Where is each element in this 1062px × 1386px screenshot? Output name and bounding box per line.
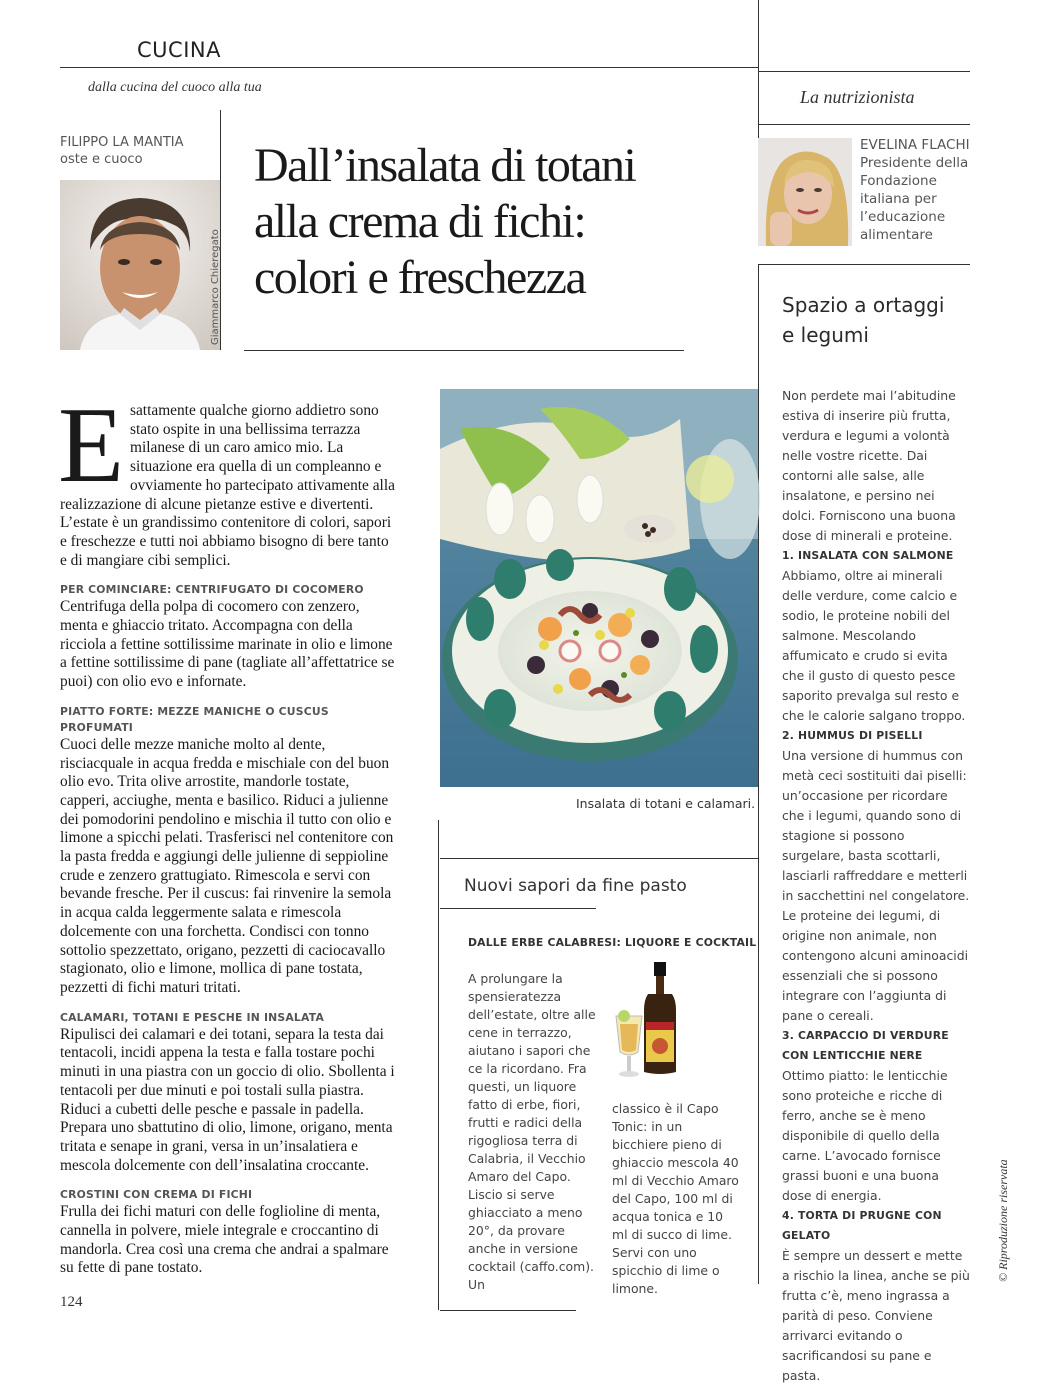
chef-photo [60,180,220,350]
sidebar-item-heading: 2. HUMMUS DI PISELLI [782,729,923,742]
nutritionist-role-line: l’educazione [860,209,946,225]
headline-underline [244,350,684,351]
box-title-underline [440,908,596,909]
sidebar-top-vertical-rule [758,0,759,138]
sidebar-item-heading: 3. CARPACCIO DI VERDURE CON LENTICCHIE NERE [782,1029,949,1062]
nutritionist-bottom-rule [758,264,970,265]
nutritionist-role-line: italiana per [860,191,937,207]
sidebar-header-rule [758,71,970,72]
sidebar-item-text: Abbiamo, oltre ai minerali delle verdure, come calcio e sodio, le proteine nobili del salmone. Mescolando affumicato e crudo si evita che il gusto di questo pesce saporito prevalga sul resto e che le calorie salgano troppo. [782,568,966,723]
sidebar-item-text: Ottimo piatto: le lenticchie sono proteiche e ricche di ferro, anche se è meno disponibile di quello della carne. L’avocado fornisce grassi buoni e una buona dose di energia. [782,1068,948,1203]
article-intro [58,386,396,570]
nutritionist-role-line: Presidente della [860,155,969,171]
headline-line-2: alla crema di fichi: [254,195,586,248]
sidebar-item-heading: 4. TORTA DI PRUGNE CON GELATO [782,1209,942,1242]
dish-caption: Insalata di totani e calamari. [576,796,756,811]
section-text: Centrifuga della polpa di cocomero con zenzero, menta e ghiaccio tritato. Accompagna con della ricciola a fettine sottilissime marinate in olio e limone a fettine sottilissime di pane (tagliate all’affettatrice se puoi) con olio evo e infornate. [60,598,395,691]
section-text: Ripulisci dei calamari e dei totani, separa la testa dai tentacoli, incidi appena la testa e falla tostare pochi minuti in una piastra con un goccio di olio. Sbollenta i tentacoli per due minuti e poi tostali sulla piastra. Riduci a cubetti delle pesche e passale in padella. Prepara uno sbattutino di olio, limone, origano, menta tritata e senape in grani, versa in un’insalatiera e mescola dolcemente con dell’insalatina croccante. [60,1025,395,1174]
nutritionist-role-line: alimentare [860,227,933,243]
dish-photo [440,389,758,787]
drop-cap: E [58,386,124,505]
sidebar-title [782,290,982,350]
nutritionist-role-line: Fondazione [860,173,937,189]
sidebar-intro: Non perdete mai l’abitudine estiva di inserire più frutta, verdura e legumi a volontà nelle vostre ricette. Dai contorni alle salse, alle insalatone, e persino nei dolci. Forniscono una buona dose di minerali e proteine. [782,388,956,543]
section-heading: PER COMINCIARE: CENTRIFUGATO DI COCOMERO [60,583,364,597]
nutritionist-name: EVELINA FLACHI [860,137,970,153]
sidebar-title-line-1: Spazio a ortaggi [782,293,945,317]
sidebar-item-text: È sempre un dessert e mette a rischio la linea, anche se più frutta c’è, meno ingrassa a parità di peso. Conviene arrivarci evitando o sacrificandosi su pane e pasta. [782,1248,970,1383]
article-body [58,386,396,1278]
dish-photo-credit: StockFood / La Cucina Italiana [766,618,777,780]
sidebar-vertical-rule [758,264,759,1284]
amaro-bottle-image [612,960,700,1078]
box-bottom-rule [440,1310,576,1311]
nutritionist-info [860,136,1000,244]
box-subtitle: DALLE ERBE CALABRESI: LIQUORE E COCKTAIL [468,936,757,949]
box-top-rule [440,858,758,859]
sidebar-title-line-2: e legumi [782,323,869,347]
header-rule [60,67,758,68]
headline-line-3: colori e freschezza [254,251,586,304]
author-name: FILIPPO LA MANTIA [60,135,184,150]
page-number: 124 [60,1294,83,1310]
section-text: Frulla dei fichi maturi con delle foglioline di menta, cannella in polvere, miele integrale e croccantino di mandorla. Crea così una crema che andrai a spalmare su fette di pane tostato. [60,1203,389,1277]
headline [254,138,714,306]
box-text-col-1: A prolungare la spensieratezza dell’estate, oltre alle cene in terrazzo, aiutano i sapori che ce la ricordano. Fra questi, un liquore fatto di erbe, fiori, frutti e radici della rigogliosa terra di Calabria, il Vecchio Amaro del Capo. Liscio si serve ghiacciato a meno 20°, da provare anche in versione cocktail (caffo.com). Un [468,971,596,1292]
section-label: CUCINA [137,38,221,62]
box-text-col-2: classico è il Capo Tonic: in un bicchiere pieno di ghiaccio mescola 40 ml di Vecchio Amaro del Capo, 100 ml di acqua tonica e 10 ml di succo di lime. Servi con uno spicchio di lime o limone. [612,1101,739,1296]
headline-line-1: Dall’insalata di totani [254,139,636,192]
section-heading: CROSTINI CON CREMA DI FICHI [60,1188,253,1202]
author-role: oste e cuoco [60,152,143,167]
section-text: Cuoci delle mezze maniche molto al dente, risciacquale in acqua fredda e mischiale con del buon olio evo. Trita olive arrostite, mandorle tostate, capperi, acciughe, menta e basilico. Riduci a julienne dei pomodorini pendolino e mischia il tutto con olio e limone a spicchi pelati. Trasferisci nel contenitore con la pasta fredda e aggiungi delle julienne di seppioline crude e zenzero grattugiato. Rimescola e servi con bevande fresche. Per il cuscus: fai rinvenire la semola in acqua calda leggermente salata e rimescola dolcemente con una forchetta. Condisci con tonno sottolio spezzettato, origano, pezzetti di caciocavallo stagionato, olio e limone, mollica di pane tostata, pezzetti di fichi maturi tritati. [60,735,394,996]
section-heading: CALAMARI, TOTANI E PESCHE IN INSALATA [60,1010,325,1024]
chef-photo-credit: Giammarco Chieregato [210,229,221,345]
intro-text: sattamente qualche giorno addietro sono stato ospite in una bellissima terrazza milanese di un caro amico mio. La situazione era quella di un compleanno e ovviamente ho partecipato attivamente alla realizzazione di alcune pietanze estive e divertenti. L’estate è un grandissimo contenitore di colori, sapori e freschezze e tutti noi abbiamo bisogno di bere tanto e di mangiare cibi semplici. [60,402,395,569]
rights-notice: © Riproduzione riservata [996,1159,1010,1282]
section-heading: PIATTO FORTE: MEZZE MANICHE O CUSCUS PROFUMATI [60,704,329,734]
sidebar-heading-underline [758,124,970,125]
box-vertical-rule [438,820,439,1310]
sidebar-body [782,386,970,1386]
sidebar-item-text: Una versione di hummus con metà ceci sostituiti dai piselli: un’occasione per ricordare che i legumi, quando sono di stagione si possono surgelare, basta scottarli, lasciarli raffreddare e metterli in sacchettini nel congelatore. Le proteine dei legumi, di origine non animale, non contengono alcuni aminoacidi essenziali che si possono integrare con l’aggiunta di pane o cereali. [782,748,970,1023]
box-title: Nuovi sapori da fine pasto [464,876,687,896]
nutritionist-photo [758,138,852,246]
sidebar-item-heading: 1. INSALATA CON SALMONE [782,549,954,562]
tagline: dalla cucina del cuoco alla tua [88,80,262,95]
sidebar-heading: La nutrizionista [800,87,915,107]
